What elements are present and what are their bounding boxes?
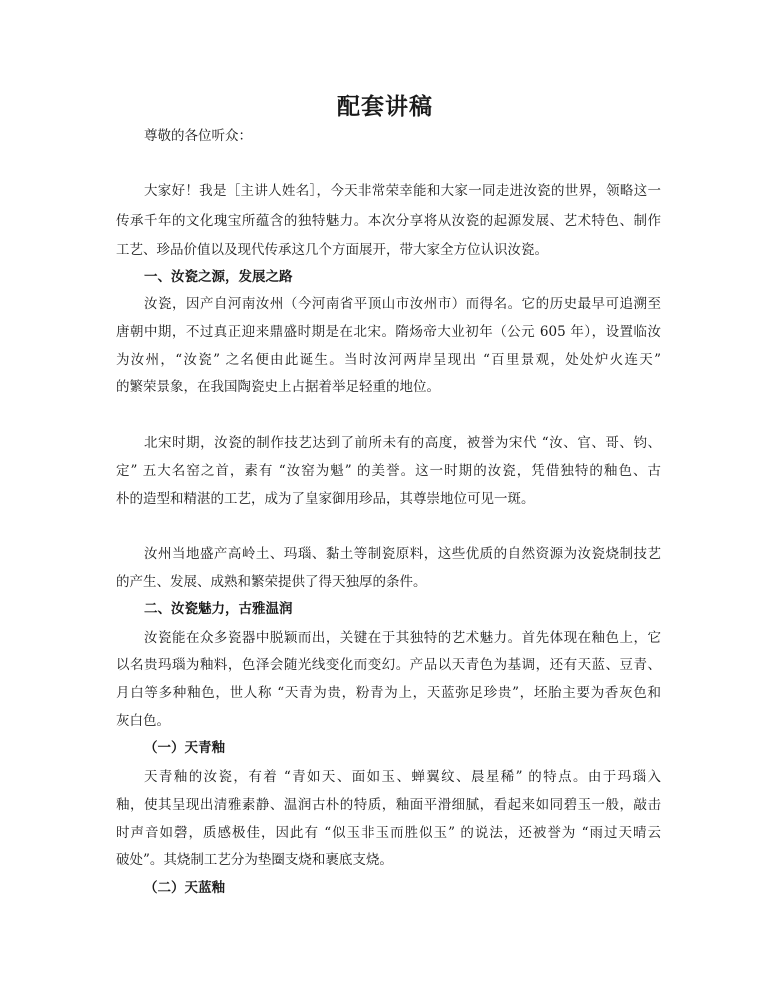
paragraph-line: 的产生、发展、成熟和繁荣提供了得天独厚的条件。 [116,574,427,590]
paragraph-line: 灰白色。 [116,713,170,729]
paragraph-line: 以名贵玛瑙为釉料，色泽会随光线变化而变幻。产品以天青色为基调，还有天蓝、豆青、 [116,657,661,673]
intro-line: 大家好！我是［主讲人姓名］，今天非常荣幸能和大家一同走进汝瓷的世界，领略这一 [144,183,661,199]
section-heading: 一、汝瓷之源，发展之路 [144,269,293,285]
paragraph-line: 为汝州，“汝瓷” 之名便由此诞生。当时汝河两岸呈现出 “百里景观，处处炉火连天” [116,352,661,368]
section-heading: 二、汝瓷魅力，古雅温润 [144,601,293,617]
paragraph-line: 汝州当地盛产高岭土、玛瑙、黏土等制瓷原料，这些优质的自然资源为汝瓷烧制技艺 [144,546,661,562]
paragraph-line: 月白等多种釉色，世人称 “天青为贵，粉青为上，天蓝弥足珍贵”，坯胎主要为香灰色和 [116,685,661,701]
paragraph-line: 破处”。其烧制工艺分为垫圈支烧和裹底支烧。 [116,852,393,868]
paragraph-line: 的繁荣景象，在我国陶瓷史上占据着举足轻重的地位。 [116,379,440,395]
paragraph-line: 汝瓷，因产自河南汝州（今河南省平顶山市汝州市）而得名。它的历史最早可追溯至 [144,296,661,312]
paragraph-line: 定” 五大名窑之首，素有 “汝窑为魁” 的美誉。这一时期的汝瓷，凭借独特的釉色、古 [116,463,661,479]
subsection-heading: （二）天蓝釉 [144,880,225,896]
paragraph-line: 唐朝中期，不过真正迎来鼎盛时期是在北宋。隋炀帝大业初年（公元 605 年），设置临汝 [116,324,661,340]
subsection-heading: （一）天青釉 [144,740,225,756]
intro-line: 传承千年的文化瑰宝所蕴含的独特魅力。本次分享将从汝瓷的起源发展、艺术特色、制作 [116,213,661,229]
paragraph-line: 北宋时期，汝瓷的制作技艺达到了前所未有的高度，被誉为宋代 “汝、官、哥、钧、 [144,435,661,451]
paragraph-line: 朴的造型和精湛的工艺，成为了皇家御用珍品，其尊崇地位可见一斑。 [116,491,535,507]
paragraph-line: 釉，使其呈现出清雅素静、温润古朴的特质，釉面平滑细腻，看起来如同碧玉一般，敲击 [116,797,661,813]
page-title: 配套讲稿 [337,93,433,120]
paragraph-line: 汝瓷能在众多瓷器中脱颖而出，关键在于其独特的艺术魅力。首先体现在釉色上，它 [144,630,661,646]
intro-line: 工艺、珍品价值以及现代传承这几个方面展开，带大家全方位认识汝瓷。 [116,242,548,258]
paragraph-line: 时声音如磬，质感极佳，因此有 “似玉非玉而胜似玉” 的说法，还被誉为 “雨过天晴云 [116,825,661,841]
greeting: 尊敬的各位听众： [144,128,252,144]
paragraph-line: 天青釉的汝瓷，有着 “青如天、面如玉、蝉翼纹、晨星稀” 的特点。由于玛瑙入 [144,769,661,785]
